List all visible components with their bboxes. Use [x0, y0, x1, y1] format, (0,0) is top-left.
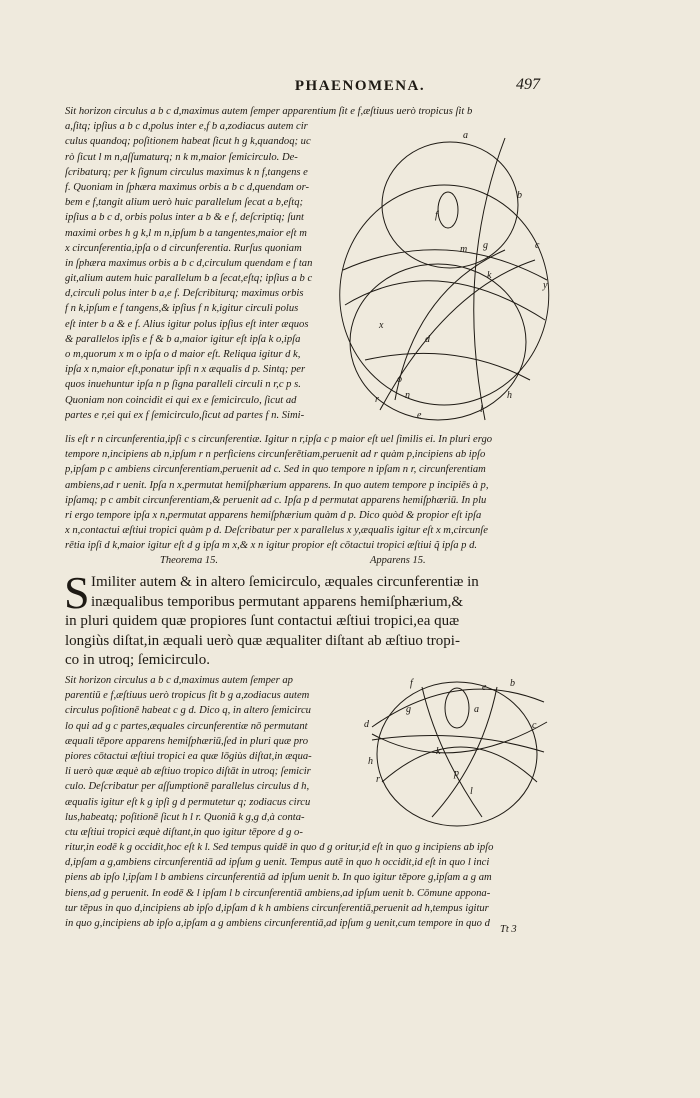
drop-cap: S	[64, 567, 90, 618]
horizon-circle	[377, 682, 537, 826]
text-line: parentiū e f,æſtiuus uerò tropicus ſit b g a,zodiacus autem	[65, 690, 310, 702]
proposition-text	[64, 567, 560, 671]
text-line: ambiens,ad r uenit. Ipſa n x,permutat hemiſphærium apparens. In quo autem tempore p incipiēs à p,	[65, 479, 489, 491]
figure-label: d	[425, 334, 430, 345]
figure-label: c	[535, 240, 540, 251]
text-line: maximi orbes h g k,l m n,ipſum b a tangentes,maior eſt m	[65, 227, 307, 239]
figure-label: p	[454, 768, 459, 779]
figure-label: g	[406, 704, 411, 715]
text-line: culo. Deſcribatur per aſſumptionē parallelus circulus d h,	[65, 781, 310, 793]
proposition-line: co in utroq; ſemicirculo.	[65, 652, 210, 669]
figure-label: l	[470, 786, 473, 797]
figure-label: k	[436, 746, 441, 757]
text-line: circulus poſitionē habeat c g d. Dico q, in altero ſemicircu	[65, 705, 311, 717]
horizon-circle	[340, 185, 549, 405]
figure-label: h	[507, 390, 512, 401]
figure-label: d	[364, 719, 369, 730]
page-header	[0, 78, 700, 102]
text-line: lus,habeatq; poſitionē ſicut h l r. Quoniā k g,g d,à conta-	[65, 811, 305, 823]
astronomical-diagram-2	[362, 672, 552, 832]
figure-label: y	[543, 280, 548, 291]
text-line: ri ergo tempore ipſa x n,permutat apparens hemiſphærium quàm d p. Dico quòd & propior eſt ipſa	[65, 509, 482, 521]
figure-label: m	[460, 244, 468, 255]
text-line: li uerò quæ æquè ab æſtiuo tropico diſtāt in utroq; ſemicir	[65, 766, 311, 778]
astronomical-diagram-1	[335, 130, 555, 430]
text-line: quos inuehuntur ipſa n p ſigna paralleli circuli n r,c p s.	[65, 379, 301, 391]
text-line: eſt inter b a & e f. Alius igitur polus ipſius eſt inter æquos	[65, 318, 309, 330]
text-line: tempore n,incipiens ab n,ipſum r n perficiens circunferētiam,peruenit ad r quàm p,incipiens ab ipſo	[65, 449, 486, 461]
running-title: PHAENOMENA.	[294, 78, 426, 94]
figure-label: r	[375, 394, 379, 405]
text-line: æquali tēpore apparens hemiſphæriū,ſed in pluri quæ pro	[65, 735, 309, 747]
text-line: ſcribaturq; per k ſignum circulus maximus k n f,tangens e	[65, 166, 308, 178]
text-line: d,ipſam a g,ambiens circunferentiā ad ipſum g uenit. Tempus autē in quo h occidit,id eſt in quo l inci	[65, 857, 490, 869]
text-line: ipſa x n,maior eſt,ponatur ipſi n x æqualis d p. Sintq; per	[65, 364, 306, 376]
text-line: git,alium autem huic parallelum b a ſecat,eſtq; ipſius a b c	[65, 273, 313, 285]
proposition-line: inæqualibus temporibus permutant apparens hemiſphærium,&	[91, 593, 464, 610]
text-line: Sit horizon circulus a b c d,maximus autem ſemper apparentium ſit e f,æſtiuus uerò tropicus ſit b	[65, 106, 473, 117]
text-line: piores cōtactui æſtiui tropici ea quæ lōgiùs diſtat,in æqua-	[65, 750, 312, 762]
text-line: x circunferentia,ipſa o d circunferentia. Rurſus quoniam	[65, 242, 302, 254]
figure-label: e	[417, 410, 422, 421]
text-block-3	[65, 673, 360, 840]
text-line: biens,ad g peruenit. In eodē & l ipſam l b circunferentiā ambiens,ad ipſum uenit b. Cōmune appona-	[65, 887, 491, 899]
figure-label: b	[510, 678, 515, 689]
figure-label: x	[379, 320, 384, 331]
figure-label: f	[435, 210, 438, 221]
text-line: Sit horizon circulus a b c d,maximus autem ſemper ap	[65, 675, 293, 686]
text-line: x n,contactui æſtiui tropici quàm p d. Deſcribatur per x parallelus x y,æqualis igitur eſt x m,circunſe	[65, 525, 488, 537]
apparens-label: Apparens 15.	[370, 555, 426, 566]
figure-label: l	[480, 404, 483, 415]
text-line: æqualis igitur eſt k g ipſi g d permutetur q; zodiacus circu	[65, 796, 311, 808]
figure-label: h	[368, 756, 373, 767]
text-line: tur tēpus in quo d,incipiens ab ipſo d,ipſam d k h ambiens circunferentiā,peruenit ad h,tempus igitur	[65, 902, 489, 914]
text-line: piens ab ipſo l,ipſam l b ambiens circunferentiā ad ipſum uenit b. In quo igitur tēpore g,ipſam a g am	[65, 872, 492, 884]
text-line: p,ipſam p c ambiens circunferentiam,peruenit ad c. Sed in quo tempore n ipſam n r, circunferentiam	[65, 464, 486, 476]
small-circle	[438, 192, 458, 228]
figure-label: c	[532, 720, 537, 731]
figure-label: n	[405, 390, 410, 401]
text-line: lo qui ad g c partes,æquales circunferentiæ nō permutant	[65, 720, 308, 732]
zodiac-arc	[343, 250, 547, 280]
text-block-4	[65, 840, 560, 931]
page-number: 497	[516, 76, 540, 93]
text-block-2	[65, 432, 555, 554]
tropic-circle	[382, 142, 518, 268]
figure-label: g	[483, 240, 488, 251]
figure-label: f	[410, 678, 413, 689]
text-line: f. Quoniam in ſphæra maximus orbis a b c d,quendam or-	[65, 181, 310, 193]
figure-label: a	[474, 704, 479, 715]
text-line: ritur,in eodē k g occidit,hoc eſt k l. Sed tempus quidē in quo d g oritur,id eſt in quo g incipiens ab ipſo	[65, 842, 494, 853]
text-line: & parallelos ipſis e f & b a,maior igitur eſt ipſa k o,ipſa	[65, 333, 301, 345]
small-circle	[445, 688, 469, 728]
proposition-line: in pluri quidem quæ propiores ſunt contactui æſtiui tropici,ea quæ	[65, 613, 460, 630]
parallel-arc	[372, 736, 544, 752]
text-line: Quoniam non coincidit ei qui ex e ſemicirculo, ſicut ad	[65, 394, 297, 406]
figure-label: k	[487, 270, 492, 281]
proposition-line: longiùs diſtat,in æquali uerò quæ æqualiter diſtant ab æſtiuo tropi-	[65, 632, 460, 649]
figure-label: a	[463, 130, 468, 141]
theorem-label: Theorema 15.	[160, 555, 218, 566]
meridian-arc	[365, 353, 530, 380]
signature-mark: Tt 3	[500, 924, 517, 935]
text-line: bem e f,tangit alium uerò huic parallelum ſecat a b,eſtq;	[65, 197, 304, 209]
text-line: o m,quorum x m o ipſa o d maior eſt. Reliqua igitur d k,	[65, 349, 301, 360]
text-line: rētia ipſi d k,maior igitur eſt d g ipſa m x,& x n igitur propior eſt cōtactui tropici æſtiui q̃ ipſa p d.	[65, 540, 478, 552]
text-line: f n k,ipſum e f tangens,& ipſius f n k,igitur circuli polus	[65, 303, 299, 315]
text-line: d,circuli polus inter b a,e f. Deſcribiturq; maximus orbis	[65, 288, 304, 300]
proposition-line: Imiliter autem & in altero ſemicirculo, æquales circunferentiæ in	[91, 574, 479, 590]
text-line: ipſius a b c d, orbis polus inter a b & e f, deſcriptiq; ſunt	[65, 212, 304, 224]
text-line: culus quandoq; poſitionem habeat ſicut h g k,quandoq; uc	[65, 136, 311, 148]
text-line: partes e r,ei qui ex f ſemicirculo,ſicut ad partes f n. Simi-	[65, 409, 305, 421]
text-line: in quo g,incipiens ab ipſo a,ipſam a g ambiens circunferentiā,ad ipſum g uenit,cum tempore in quo d	[65, 917, 490, 929]
text-line: ctu æſtiui tropici æquè diſtant,in quo igitur tēpore d g o-	[65, 826, 303, 838]
text-line: rò ſicut l m n,aſſumaturq; n k m,maior ſemicirculo. De-	[65, 151, 298, 163]
text-line: a,ſitq; ipſius a b c d,polus inter e,f b a,zodiacus autem cir	[65, 121, 308, 133]
figure-label: r	[376, 774, 380, 785]
figure-label: b	[517, 190, 522, 201]
figure-label: o	[397, 374, 402, 385]
zodiac-arc	[345, 281, 545, 320]
figure-label: e	[482, 682, 487, 693]
text-line: in ſphæra maximus orbis a b c d,circulum quendam e f tan	[65, 257, 313, 269]
text-line: lis eſt r n circunferentia,ipſi c s circunferentiæ. Igitur n r,ipſa c p maior eſt uel ſimilis ei. In pluri ergo	[65, 434, 493, 445]
text-line: ipſamq; p c ambit circunferentiam,& peruenit ad c. Ipſa p d permutat apparens hemiſphæriū. In plu	[65, 494, 487, 506]
